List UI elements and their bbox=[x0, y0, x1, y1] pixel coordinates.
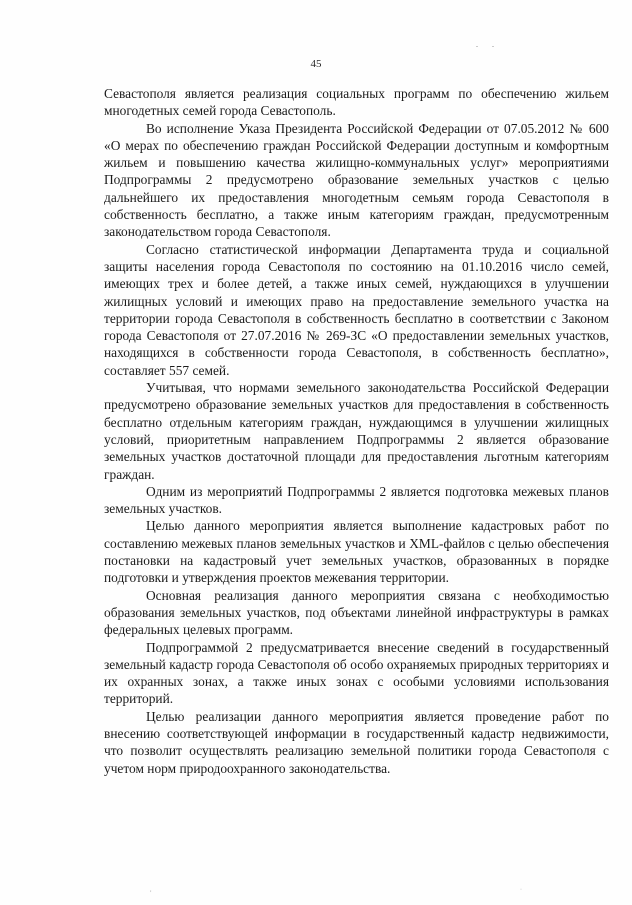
paragraph: Во исполнение Указа Президента Российской Федерации от 07.05.2012 № 600 «О мерах по обеспечению граждан Российской Федерации доступным и комфортным жильем и повышению качества жилищно-коммунальных услуг» мероприятиями Подпрограммы 2 предусмотрено образование земельных участков с целью дальнейшего их предоставления многодетным семьям города Севастополя в собственность бесплатно, а также иным категориям граждан, предусмотренным законодательством города Севастополя. bbox=[104, 120, 609, 240]
page-number: 45 bbox=[310, 58, 322, 70]
paragraph: Учитывая, что нормами земельного законодательства Российской Федерации предусмотрено образование земельных участков для предоставления в собственность бесплатно отдельным категориям граждан, нуждающимся в улучшении жилищных условий, приоритетным направлением Подпрограммы 2 является образование земельных участков достаточной площади для предоставления льготным категориям граждан. bbox=[104, 380, 609, 482]
paragraph: Целью данного мероприятия является выполнение кадастровых работ по составлению межевых планов земельных участков и XML-файлов с целью обеспечения постановки на кадастровый учет земельных участков, образованных в порядке подготовки и утверждения проектов межевания территории. bbox=[104, 518, 609, 586]
scan-artifact-mark: . . bbox=[476, 40, 500, 49]
paragraph: Целью реализации данного мероприятия является проведение работ по внесению соответствующей информации в государственный кадастр недвижимости, что позволит осуществлять реализацию земельной политики города Севастополя с учетом норм природоохранного законодательства. bbox=[104, 708, 609, 776]
scan-artifact-mark: · bbox=[520, 887, 522, 893]
paragraph: Подпрограммой 2 предусматривается внесение сведений в государственный земельный кадастр города Севастополя об особо охраняемых природных территориях и их охранных зонах, а также иных зонах с особыми условиями использования территорий. bbox=[104, 639, 609, 707]
scan-artifact-mark: , bbox=[150, 887, 152, 893]
paragraph: Севастополя является реализация социальных программ по обеспечению жильем многодетных семей города Севастополь. bbox=[104, 86, 609, 119]
paragraph: Основная реализация данного мероприятия связана с необходимостью образования земельных участков, под объектами линейной инфраструктуры в рамках федеральных целевых программ. bbox=[104, 587, 609, 638]
paragraph: Одним из мероприятий Подпрограммы 2 является подготовка межевых планов земельных участков. bbox=[104, 483, 609, 517]
paragraph: Согласно статистической информации Департамента труда и социальной защиты населения города Севастополя по состоянию на 01.10.2016 число семей, имеющих трех и более детей, а также иных семей, нуждающихся в улучшении жилищных условий и имеющих право на предоставление земельного участка на территории города Севастополя в собственность бесплатно в соответствии с Законом города Севастополя от 27.07.2016 № 269-ЗС «О предоставлении земельных участков, находящихся в собственности города Севастополя, в собственность бесплатно», составляет 557 семей. bbox=[104, 241, 609, 378]
document-body bbox=[104, 85, 609, 777]
